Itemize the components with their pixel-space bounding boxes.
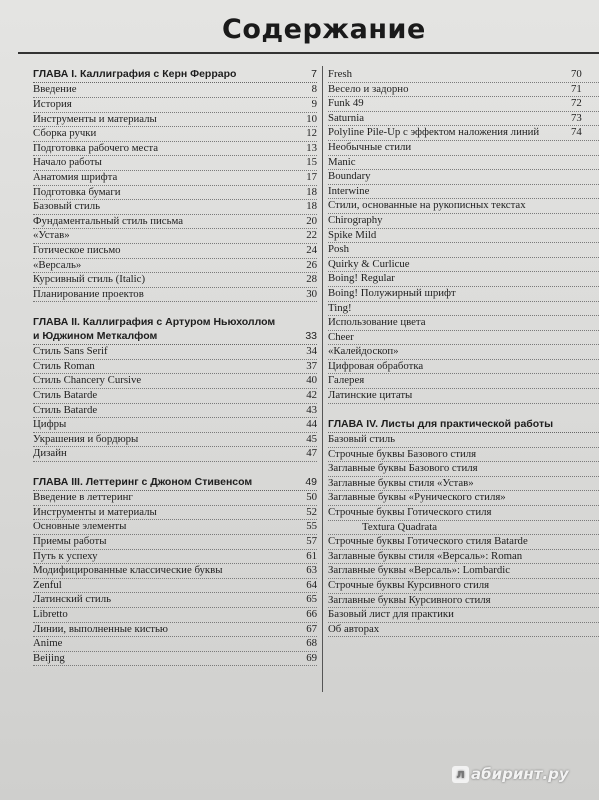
toc-entry[interactable]: [328, 579, 599, 594]
toc-entry-title: Заглавные буквы Базового стиля: [328, 462, 478, 475]
toc-entry[interactable]: [328, 156, 599, 171]
toc-entry-page: 47: [306, 447, 317, 460]
toc-entry-title: Дизайн: [33, 447, 67, 460]
toc-chapter: [33, 316, 317, 462]
toc-entry-title: Линии, выполненные кистью: [33, 622, 169, 635]
toc-entry[interactable]: [328, 185, 599, 200]
toc-entry-page: 37: [306, 359, 317, 372]
toc-entry-page: 34: [306, 345, 317, 358]
toc-right-column: [328, 68, 599, 651]
toc-entry-title: Заглавные буквы «Рунического стиля»: [328, 491, 506, 504]
toc-entry-title: Cheer: [328, 330, 354, 343]
toc-entry[interactable]: [328, 506, 599, 521]
toc-entry[interactable]: [33, 288, 317, 303]
toc-entry-page: 24: [306, 243, 317, 256]
toc-entry[interactable]: [33, 171, 317, 186]
toc-entry[interactable]: [328, 360, 599, 375]
toc-entry[interactable]: [328, 521, 599, 536]
chapter-heading[interactable]: [33, 316, 317, 345]
toc-entry-title: «Калейдоскоп»: [328, 345, 399, 358]
toc-entry-page: 71: [571, 82, 582, 95]
toc-entry-title: Заглавные буквы стиля «Версаль»: Roman: [328, 549, 523, 562]
toc-entry-title: Базовый стиль: [33, 200, 101, 213]
toc-entry[interactable]: [328, 170, 599, 185]
toc-entry-title: Funk 49: [328, 97, 364, 110]
toc-entry-title: Стиль Sans Serif: [33, 345, 108, 358]
toc-entry[interactable]: [328, 141, 599, 156]
toc-entry[interactable]: [33, 652, 317, 667]
watermark-text: абиринт.ру: [471, 765, 569, 783]
toc-entry-title: Строчные буквы Курсивного стиля: [328, 579, 490, 591]
toc-entry[interactable]: [33, 360, 317, 375]
toc-entry-page: 55: [306, 520, 317, 533]
toc-entry[interactable]: [328, 623, 599, 638]
toc-entry[interactable]: [33, 200, 317, 215]
toc-entry-page: 20: [306, 214, 317, 227]
toc-entry[interactable]: [328, 272, 599, 287]
toc-entry[interactable]: [328, 550, 599, 565]
toc-entry[interactable]: [328, 199, 599, 214]
toc-entry-title: Начало работы: [33, 156, 102, 169]
toc-entry-page: 57: [306, 535, 317, 548]
toc-entry-title: Цифровая обработка: [328, 359, 424, 372]
toc-entry-title: Ting!: [328, 301, 352, 314]
toc-entry-page: 45: [306, 432, 317, 445]
toc-entry[interactable]: [328, 112, 599, 127]
toc-entry-title: История: [33, 98, 72, 110]
toc-chapter: [33, 68, 317, 302]
toc-entry-title: «Устав»: [33, 229, 70, 242]
toc-entry[interactable]: [328, 491, 599, 506]
toc-entry[interactable]: [328, 214, 599, 229]
toc-entry[interactable]: [33, 506, 317, 521]
toc-entry-title: Анатомия шрифта: [33, 170, 118, 183]
toc-entry-title: Модифицированные классические буквы: [33, 564, 223, 577]
toc-entry-title: Введение: [33, 83, 77, 96]
chapter-title: [33, 316, 301, 343]
toc-entry[interactable]: [33, 244, 317, 259]
toc-entry[interactable]: [33, 374, 317, 389]
toc-entry-title: Курсивный стиль (Italic): [33, 273, 146, 286]
toc-entry[interactable]: [328, 68, 599, 83]
toc-entry[interactable]: [33, 215, 317, 230]
toc-entry-page: 43: [306, 403, 317, 416]
toc-entry-title: Галерея: [328, 374, 365, 387]
toc-entry[interactable]: [33, 433, 317, 448]
toc-entry[interactable]: [33, 142, 317, 157]
toc-entry-title: Путь к успеху: [33, 549, 98, 562]
toc-entry[interactable]: [328, 535, 599, 550]
toc-entry[interactable]: [33, 186, 317, 201]
toc-entry[interactable]: [328, 229, 599, 244]
toc-entry-page: 18: [306, 200, 317, 213]
chapter-title: [33, 68, 307, 81]
toc-chapter: [328, 418, 599, 638]
toc-entry[interactable]: [33, 345, 317, 360]
toc-entry-title: Сборка ручки: [33, 127, 97, 140]
toc-entry[interactable]: [328, 83, 599, 98]
toc-entry-title: Стиль Roman: [33, 359, 95, 372]
toc-entry-page: 26: [306, 258, 317, 271]
toc-entry-page: 9: [311, 98, 317, 110]
toc-entry-page: 66: [306, 608, 317, 621]
toc-entry-page: 63: [306, 564, 317, 577]
chapter-heading[interactable]: [33, 68, 317, 83]
toc-entry-page: 13: [306, 141, 317, 154]
chapter-title-text: ГЛАВА III. Леттеринг с Джоном Стивенсом: [33, 475, 253, 488]
chapter-heading[interactable]: [33, 476, 317, 491]
toc-entry-page: 17: [306, 170, 317, 183]
labirint-logo-icon: л: [452, 766, 469, 783]
toc-entry[interactable]: [328, 316, 599, 331]
toc-entry-title: Стиль Batarde: [33, 403, 98, 416]
toc-entry-title: Строчные буквы Готического стиля: [328, 506, 492, 519]
toc-entry[interactable]: [33, 273, 317, 288]
toc-entry[interactable]: [33, 113, 317, 128]
toc-entry-page: 70: [571, 68, 582, 80]
toc-entry-page: 8: [311, 83, 317, 96]
toc-entry-title: Планирование проектов: [33, 287, 144, 300]
toc-entry-page: 52: [306, 505, 317, 518]
toc-entry[interactable]: [328, 287, 599, 302]
chapter-title-text: ГЛАВА I. Каллиграфия с Керн Ферраро: [33, 68, 237, 80]
toc-entry-page: 68: [306, 637, 317, 650]
toc-entry-page: 61: [306, 549, 317, 562]
toc-entry-title: Необычные стили: [328, 140, 412, 153]
toc-entry[interactable]: [328, 243, 599, 258]
toc-entry-page: 18: [306, 185, 317, 198]
toc-entry-title: Весело и задорно: [328, 82, 409, 95]
toc-entry-title: Chirography: [328, 213, 383, 226]
toc-entry[interactable]: [33, 389, 317, 404]
toc-entry-title: Украшения и бордюры: [33, 432, 139, 445]
toc-entry-page: 72: [571, 97, 582, 110]
toc-entry-page: 10: [306, 112, 317, 125]
toc-entry-title: Строчные буквы Готического стиля Batarde: [328, 535, 528, 548]
toc-entry[interactable]: [328, 374, 599, 389]
toc-entry-title: Заглавные буквы «Версаль»: Lombardic: [328, 564, 511, 577]
toc-entry[interactable]: [33, 98, 317, 113]
toc-entry-title: Использование цвета: [328, 316, 426, 329]
toc-entry-title: Латинские цитаты: [328, 389, 413, 402]
toc-entry-title: Базовый лист для практики: [328, 608, 454, 621]
chapter-page: 7: [311, 68, 317, 80]
toc-entry-title: Введение в леттеринг: [33, 491, 133, 504]
toc-entry-title: Цифры: [33, 418, 67, 431]
toc-entry-page: 44: [306, 418, 317, 431]
toc-entry[interactable]: [328, 345, 599, 360]
toc-entry-title: Beijing: [33, 651, 65, 664]
toc-entry[interactable]: [33, 127, 317, 142]
toc-entry[interactable]: [328, 564, 599, 579]
toc-entry-title: Подготовка рабочего места: [33, 141, 159, 154]
toc-entry-title: Textura Quadrata: [362, 520, 438, 533]
toc-entry-title: Polyline Pile-Up с эффектом наложения линий: [328, 126, 540, 139]
toc-entry-title: «Версаль»: [33, 258, 82, 271]
toc-entry[interactable]: [33, 404, 317, 419]
chapter-title-sub: и Юджином Меткалфом: [33, 329, 158, 342]
toc-entry-title: Posh: [328, 243, 350, 256]
toc-entry-page: 28: [306, 273, 317, 286]
toc-entry-title: Boundary: [328, 170, 371, 183]
toc-entry-page: 12: [306, 127, 317, 140]
toc-entry-title: Стиль Batarde: [33, 388, 98, 401]
toc-entry[interactable]: [33, 229, 317, 244]
toc-entry[interactable]: [33, 418, 317, 433]
toc-entry[interactable]: [328, 448, 599, 463]
toc-entry[interactable]: [328, 302, 599, 317]
toc-entry-page: 65: [306, 593, 317, 606]
toc-entry[interactable]: [33, 564, 317, 579]
toc-entry-page: 67: [306, 622, 317, 635]
toc-entry[interactable]: [33, 579, 317, 594]
toc-entry-page: 30: [306, 287, 317, 300]
toc-entry-title: Строчные буквы Базового стиля: [328, 447, 477, 460]
toc-entry-title: Manic: [328, 155, 356, 168]
toc-entry-title: Libretto: [33, 608, 68, 621]
toc-entry-page: 42: [306, 388, 317, 401]
chapter-page: 33: [305, 329, 317, 342]
toc-entry[interactable]: [328, 433, 599, 448]
column-divider: [322, 66, 323, 692]
toc-entry-page: 74: [571, 126, 582, 139]
toc-chapter: [33, 476, 317, 667]
toc-entry[interactable]: [33, 608, 317, 623]
title-rule: [18, 52, 599, 54]
toc-entry-title: Базовый стиль: [328, 433, 396, 446]
toc-left-column: [33, 68, 317, 680]
toc-entry-title: Стиль Chancery Cursive: [33, 374, 142, 387]
toc-entry[interactable]: [33, 259, 317, 274]
toc-entry[interactable]: [33, 156, 317, 171]
toc-entry[interactable]: [328, 477, 599, 492]
toc-entry[interactable]: [328, 594, 599, 609]
toc-entry-title: Zenful: [33, 578, 62, 591]
toc-entry-title: Quirky & Curlicue: [328, 257, 410, 270]
toc-entry[interactable]: [328, 608, 599, 623]
toc-entry-title: Boing! Полужирный шрифт: [328, 286, 456, 299]
toc-entry-title: Основные элементы: [33, 520, 127, 533]
toc-entry[interactable]: [33, 637, 317, 652]
toc-entry[interactable]: [33, 447, 317, 462]
page-title: Содержание: [222, 14, 426, 45]
toc-entry-title: Anime: [33, 637, 63, 650]
toc-entry-title: Стили, основанные на рукописных текстах: [328, 199, 526, 212]
toc-entry[interactable]: [328, 389, 599, 404]
toc-entry-page: 15: [306, 156, 317, 169]
toc-entry[interactable]: [33, 491, 317, 506]
toc-entry-title: Interwine: [328, 184, 370, 197]
toc-entry-title: Заглавные буквы стиля «Устав»: [328, 476, 474, 489]
toc-entry[interactable]: [33, 550, 317, 565]
toc-entry[interactable]: [328, 258, 599, 273]
chapter-title: [33, 476, 301, 489]
toc-entry[interactable]: [328, 97, 599, 112]
chapter-title-text: ГЛАВА II. Каллиграфия с Артуром Ньюхоллом: [33, 316, 276, 329]
chapter-title: [328, 418, 595, 431]
toc-continued-entries: [328, 68, 599, 404]
toc-entry-title: Boing! Regular: [328, 272, 395, 285]
chapter-heading[interactable]: [328, 418, 599, 433]
toc-entry-title: Готическое письмо: [33, 243, 121, 256]
watermark: [452, 765, 569, 783]
toc-entry-page: 22: [306, 229, 317, 242]
toc-entry-title: Spike Mild: [328, 228, 377, 241]
toc-entry-title: Инструменты и материалы: [33, 505, 157, 518]
toc-entry[interactable]: [328, 462, 599, 477]
toc-entry[interactable]: [328, 126, 599, 141]
toc-entry-title: Заглавные буквы Курсивного стиля: [328, 593, 491, 606]
toc-entry-page: 69: [306, 651, 317, 664]
toc-entry-page: 50: [306, 491, 317, 504]
toc-entry[interactable]: [33, 520, 317, 535]
toc-entry[interactable]: [33, 535, 317, 550]
toc-entry-title: Saturnia: [328, 111, 364, 124]
chapter-page: 49: [305, 475, 317, 488]
toc-entry-title: Fresh: [328, 68, 352, 80]
toc-entry-page: 40: [306, 374, 317, 387]
toc-entry-title: Подготовка бумаги: [33, 185, 121, 198]
toc-entry-title: Латинский стиль: [33, 593, 112, 606]
toc-entry-page: 73: [571, 111, 582, 124]
chapter-title-text: ГЛАВА IV. Листы для практической работы: [328, 417, 554, 430]
toc-entry-title: Приемы работы: [33, 535, 107, 548]
toc-entry-title: Инструменты и материалы: [33, 112, 157, 125]
toc-entry-title: Об авторах: [328, 622, 380, 635]
toc-entry-page: 64: [306, 578, 317, 591]
toc-entry[interactable]: [328, 331, 599, 346]
toc-entry-title: Фундаментальный стиль письма: [33, 214, 184, 227]
toc-entry[interactable]: [33, 83, 317, 98]
toc-entry[interactable]: [33, 623, 317, 638]
toc-entry[interactable]: [33, 593, 317, 608]
